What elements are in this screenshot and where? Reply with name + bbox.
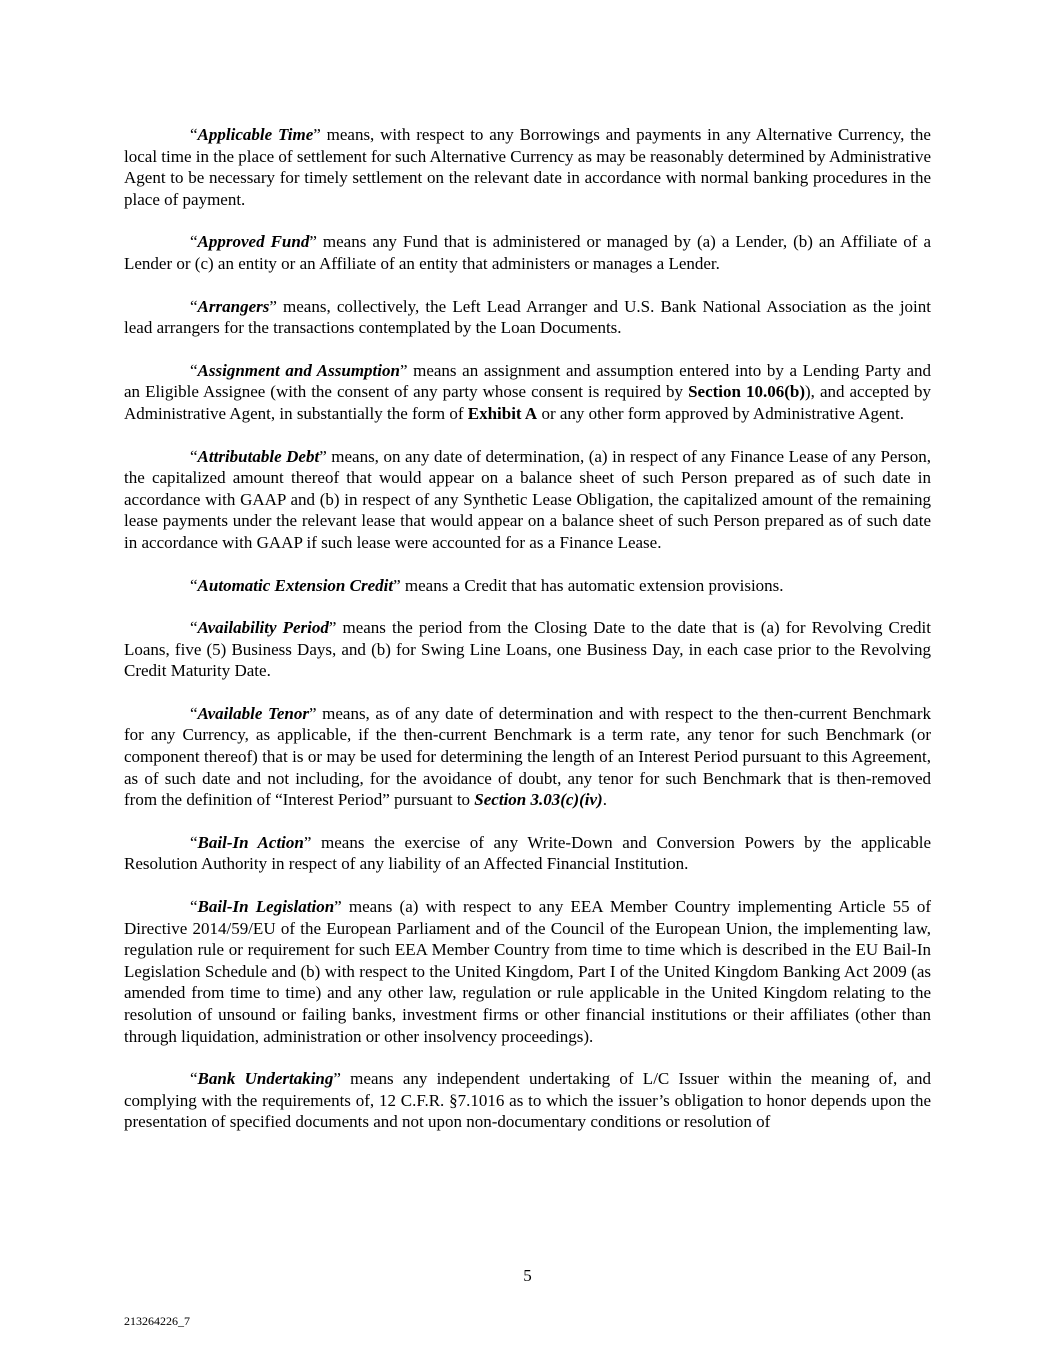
definition-approved-fund: “Approved Fund” means any Fund that is administered or managed by (a) a Lender, (b) an Affiliate of a Lender or (c) an entity or an Affiliate of an entity that administers or manages a Lender. xyxy=(124,232,931,273)
defined-term: Available Tenor xyxy=(197,703,309,723)
definition-bank-undertaking: “Bank Undertaking” means any independent undertaking of L/C Issuer within the meaning of, and complying with the requirements of, 12 C.F.R. §7.1016 as to which the issuer’s obligation to honor depends upon the presentation of specified documents and not upon non-documentary conditions or resolution of xyxy=(124,1069,932,1132)
definition-arrangers: “Arrangers” means, collectively, the Left Lead Arranger and U.S. Bank National Association as the joint lead arrangers for the transactions contemplated by the Loan Documents. xyxy=(124,296,931,338)
document-id: 213264226_7 xyxy=(124,1314,190,1328)
defined-term: Bail-In Legislation xyxy=(197,897,335,917)
definition-automatic-extension-credit: “Automatic Extension Credit” means a Credit that has automatic extension provisions. xyxy=(190,575,784,595)
page-number: 5 xyxy=(523,1266,532,1285)
defined-term: Attributable Debt xyxy=(197,446,320,466)
defined-term: Availability Period xyxy=(197,618,329,638)
defined-term: Assignment and Assumption xyxy=(197,360,400,380)
defined-term: Applicable Time xyxy=(197,125,314,144)
section-reference: Section 10.06(b) xyxy=(688,382,806,402)
defined-term: Automatic Extension Credit xyxy=(197,575,394,595)
definitions-list xyxy=(124,124,931,1133)
definition-applicable-time: “Applicable Time” means, with respect to any Borrowings and payments in any Alternative Currency, the local time in the place of settlement for such Alternative Currency as may be reasonably determined by Administrative Agent to be necessary for timely settlement on the relevant date in accordance with normal banking procedures in the place of payment. xyxy=(124,125,931,209)
definition-assignment-and-assumption: “Assignment and Assumption” means an assignment and assumption entered into by a Lending Party and an Eligible Assignee (with the consent of any party whose consent is required by Section 10.06(b)), and accepted by Administrative Agent, in substantially the form of Exhibit A or any other form approved by Administrative Agent. xyxy=(124,360,931,423)
section-reference: Section 3.03(c)(iv) xyxy=(474,790,603,810)
defined-term: Arrangers xyxy=(197,296,270,316)
definition-bail-in-legislation: “Bail-In Legislation” means (a) with respect to any EEA Member Country implementing Article 55 of Directive 2014/59/EU of the European Parliament and of the Council of the European Union, the implementing law, regulation rule or requirement for such EEA Member Country from time to time which is described in the EU Bail-In Legislation Schedule and (b) with respect to the United Kingdom, Part I of the United Kingdom Banking Act 2009 (as amended from time to time) and any other law, regulation or rule applicable in the United Kingdom relating to the resolution of unsound or failing banks, investment firms or other financial institutions or their affiliates (other than through liquidation, administration or other insolvency proceedings). xyxy=(124,897,931,1046)
definition-available-tenor: “Available Tenor” means, as of any date of determination and with respect to the then-current Benchmark for any Currency, as applicable, if the then-current Benchmark is a term rate, any tenor for such Benchmark (or component thereof) that is or may be used for determining the length of an Interest Period pursuant to this Agreement, as of such date and not including, for the avoidance of doubt, any tenor for such Benchmark that is then-removed from the definition of “Interest Period” pursuant to Section 3.03(c)(iv). xyxy=(124,703,931,810)
definition-bail-in-action: “Bail-In Action” means the exercise of any Write-Down and Conversion Powers by the applicable Resolution Authority in respect of any liability of an Affected Financial Institution. xyxy=(124,832,931,874)
definition-availability-period: “Availability Period” means the period from the Closing Date to the date that is (a) for Revolving Credit Loans, five (5) Business Days, and (b) for Swing Line Loans, one Business Day, in each case prior to the Revolving Credit Maturity Date. xyxy=(124,618,931,681)
defined-term: Approved Fund xyxy=(197,232,310,252)
defined-term: Bail-In Action xyxy=(197,832,304,852)
exhibit-reference: Exhibit A xyxy=(467,403,538,423)
definition-attributable-debt: “Attributable Debt” means, on any date of determination, (a) in respect of any Finance Lease of any Person, the capitalized amount thereof that would appear on a balance sheet of such Person prepared as of such date in accordance with GAAP and (b) in respect of any Synthetic Lease Obligation, the capitalized amount of the remaining lease payments under the relevant lease that would appear on a balance sheet of such Person prepared as of such date in accordance with GAAP if such lease were accounted for as a Finance Lease. xyxy=(124,446,931,552)
defined-term: Bank Undertaking xyxy=(197,1069,334,1089)
